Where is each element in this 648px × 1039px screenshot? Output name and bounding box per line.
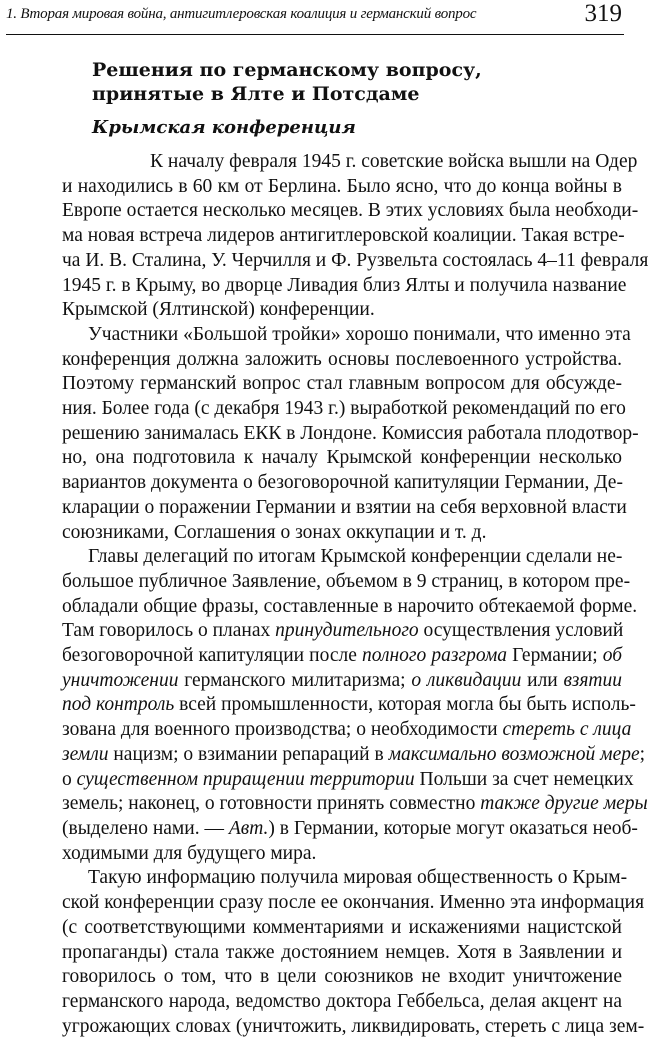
text-line: 1945 г. в Крыму, во дворце Ливадия близ Ялты и получила название (62, 274, 627, 296)
text-run: Германии; (507, 645, 603, 667)
text-run: (выделено нами. — (62, 817, 229, 839)
page-number: 319 (584, 0, 622, 27)
text-line: ходимыми для будущего мира. (62, 842, 317, 864)
text-line: (с соответствующими комментариями и искажениями нацистской (62, 916, 622, 938)
text-line: вариантов документа о безоговорочной капитуляции Германии, Де- (62, 472, 623, 494)
text-line: Участники «Большой тройки» хорошо понимали, что именно эта (88, 323, 631, 345)
emphasis-text: существенном приращении территории (76, 768, 415, 790)
paragraph-3 (62, 545, 648, 866)
text-run: или (521, 669, 564, 691)
text-line (62, 619, 622, 644)
emphasis-text: под контроль (62, 694, 175, 716)
text-line (62, 669, 622, 694)
text-run: осуществления условий (418, 620, 624, 642)
text-line: но, она подготовила к началу Крымской конференции несколько (62, 447, 622, 469)
paragraph-1 (62, 150, 648, 323)
text-line: Такую информацию получила мировая общественность о Крым- (88, 867, 628, 889)
emphasis-text: о ликвидации (411, 669, 522, 691)
text-line: говорилось о том, что в цели союзников не входит уничтожение (62, 966, 622, 988)
text-run: нацизм; о взимании репараций в (108, 743, 389, 765)
text-run: всей промышленности, которая могла бы быть исполь- (174, 694, 636, 716)
text-line (62, 693, 636, 718)
subsection-heading: Крымская конференция (92, 117, 356, 138)
section-heading (92, 58, 542, 106)
text-run: ) в Германии, которые могут оказаться необ- (268, 817, 638, 839)
text-line: конференция должна заложить основы послевоенного устройства. (62, 348, 622, 370)
text-line: ма новая встреча лидеров антигитлеровской коалиции. Такая встре- (62, 225, 625, 247)
text-line: ча И. В. Сталина, У. Черчилля и Ф. Рузвельта состоялась 4–11 февраля (62, 249, 648, 271)
emphasis-text: земли (62, 743, 109, 765)
text-run: ; (639, 743, 646, 765)
text-line: большое публичное Заявление, объемом в 9 страниц, в котором пре- (62, 570, 631, 592)
text-line: угрожающих словах (уничтожить, ликвидировать, стереть с лица зем- (62, 1015, 645, 1037)
running-head (6, 0, 624, 35)
text-line: К началу февраля 1945 г. советские войска вышли на Одер (150, 151, 638, 172)
text-run: земель; наконец, о готовности принять совместно (62, 793, 481, 815)
text-line: ской конференции сразу после ее окончания. Именно эта информация (62, 892, 645, 914)
text-line: Крымской (Ялтинской) конференции. (62, 299, 375, 321)
emphasis-text: взятии (563, 669, 622, 691)
text-run: о (62, 768, 77, 790)
text-run: Там говорилось о планах (62, 620, 276, 642)
text-line: решению занималась ЕКК в Лондоне. Комиссия работала плодотвор- (62, 422, 639, 444)
text-line (62, 743, 646, 768)
emphasis-text: уничтожении (62, 669, 179, 691)
emphasis-text: стереть с лица (502, 719, 632, 741)
running-head-title: 1. Вторая мировая война, антигитлеровская коалиция и германский вопрос (6, 6, 477, 22)
text-line (62, 644, 622, 669)
paragraph-2 (62, 323, 639, 545)
text-line: союзниками, Соглашения о зонах оккупации и т. д. (62, 521, 487, 543)
text-run: зована для военного производства; о необходимости (62, 719, 503, 741)
section-heading-line: принятые в Ялте и Потсдаме (92, 83, 420, 105)
emphasis-text: принудительного (275, 620, 419, 642)
text-run: безоговорочной капитуляции после (62, 645, 362, 667)
text-line: Европе остается несколько месяцев. В этих условиях была необходи- (62, 200, 639, 222)
text-line: германского народа, ведомство доктора Геббельса, делая акцент на (62, 990, 622, 1012)
text-line: пропаганды) стала также достоянием немцев. Хотя в Заявлении и (62, 941, 622, 963)
text-line: обладали общие фразы, составленные в нарочито обтекаемой форме. (62, 595, 638, 617)
text-line: Главы делегаций по итогам Крымской конференции сделали не- (88, 546, 623, 568)
text-line: ния. Более года (с декабря 1943 г.) выработкой рекомендаций по его (62, 398, 626, 420)
emphasis-text: об (602, 645, 623, 667)
text-line: и находились в 60 км от Берлина. Было ясно, что до конца войны в (62, 175, 622, 197)
emphasis-text: максимально возможной мере (388, 743, 640, 765)
section-heading-line: Решения по германскому вопросу, (92, 59, 482, 81)
emphasis-text: также другие меры (480, 793, 648, 815)
paragraph-4 (62, 866, 645, 1039)
text-run: германского милитаризма; (178, 669, 412, 691)
text-run: Польши за счет немецких (414, 768, 634, 790)
text-line: Поэтому германский вопрос стал главным вопросом для обсужде- (62, 373, 622, 395)
text-line: кларации о поражении Германии и взятии на себя верховной власти (62, 496, 627, 518)
text-line (62, 718, 632, 743)
text-line (62, 792, 648, 817)
emphasis-text: Авт. (228, 817, 269, 839)
text-line (62, 817, 638, 842)
body-text (62, 150, 648, 1039)
text-line (62, 768, 634, 793)
emphasis-text: полного разгрома (361, 645, 508, 667)
